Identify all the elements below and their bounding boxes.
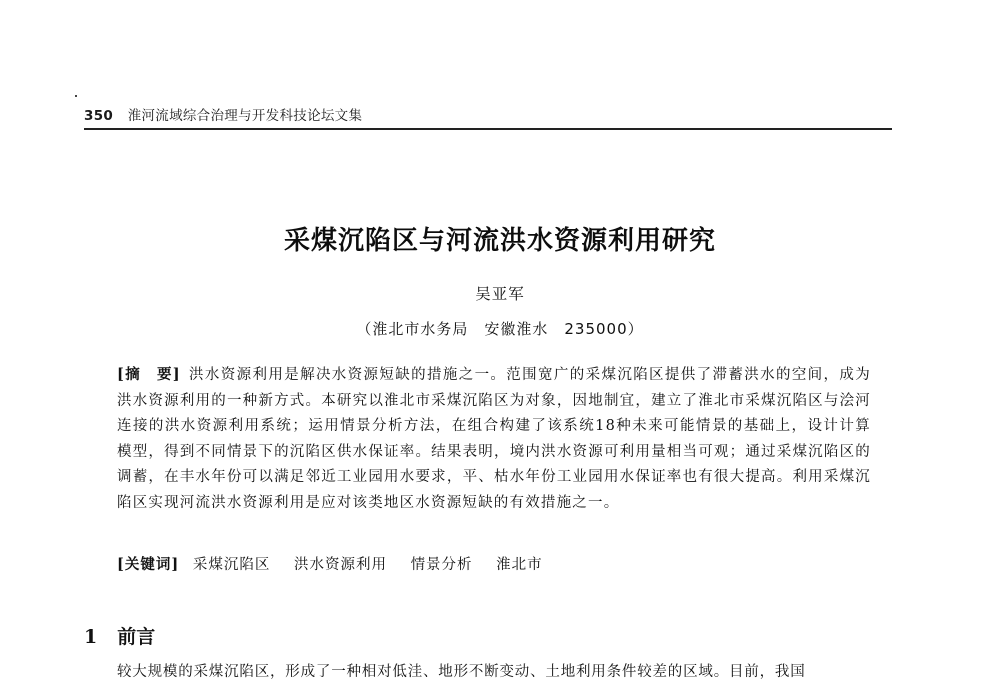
header-rule [84, 128, 892, 130]
author-name: 吴亚军 [475, 285, 525, 303]
abstract-block [117, 362, 871, 517]
body-paragraph: 较大规模的采煤沉陷区，形成了一种相对低洼、地形不断变动、土地利用条件较差的区域。目前，我国 [117, 664, 806, 680]
section-title: 前言 [117, 626, 156, 648]
keywords-block [117, 553, 871, 574]
section-number: 1 [84, 626, 98, 648]
keyword: 淮北市 [496, 557, 543, 573]
abstract-text: 洪水资源利用是解决水资源短缺的措施之一。范围宽广的采煤沉陷区提供了滞蓄洪水的空间，成为洪水资源利用的一种新方式。本研究以淮北市采煤沉陷区为对象，因地制宜，建立了淮北市采煤沉陷区与浍河连接的洪水资源利用系统；运用情景分析方法，在组合构建了该系统18种未来可能情景的基础上，设计计算模型，得到不同情景下的沉陷区供水保证率。结果表明，境内洪水资源可利用量相当可观；通过采煤沉陷区的调蓄，在丰水年份可以满足邻近工业园用水要求，平、枯水年份工业园用水保证率也有很大提高。利用采煤沉陷区实现河流洪水资源利用是应对该类地区水资源短缺的有效措施之一。 [117, 367, 871, 511]
keyword: 情景分析 [410, 557, 473, 573]
page-number: 350 [84, 108, 114, 124]
keyword: 采煤沉陷区 [192, 557, 271, 573]
abstract-label: [摘 要] [117, 366, 181, 383]
section-heading [84, 622, 155, 649]
paper-title: 采煤沉陷区与河流洪水资源利用研究 [283, 226, 716, 256]
scan-speck [75, 95, 77, 97]
author-affiliation: （淮北市水务局 安徽淮水 235000） [356, 320, 644, 338]
running-header [84, 104, 892, 128]
journal-title: 淮河流域综合治理与开发科技论坛文集 [127, 108, 363, 124]
keyword: 洪水资源利用 [293, 557, 387, 573]
keywords-label: [关键词] [117, 556, 180, 573]
